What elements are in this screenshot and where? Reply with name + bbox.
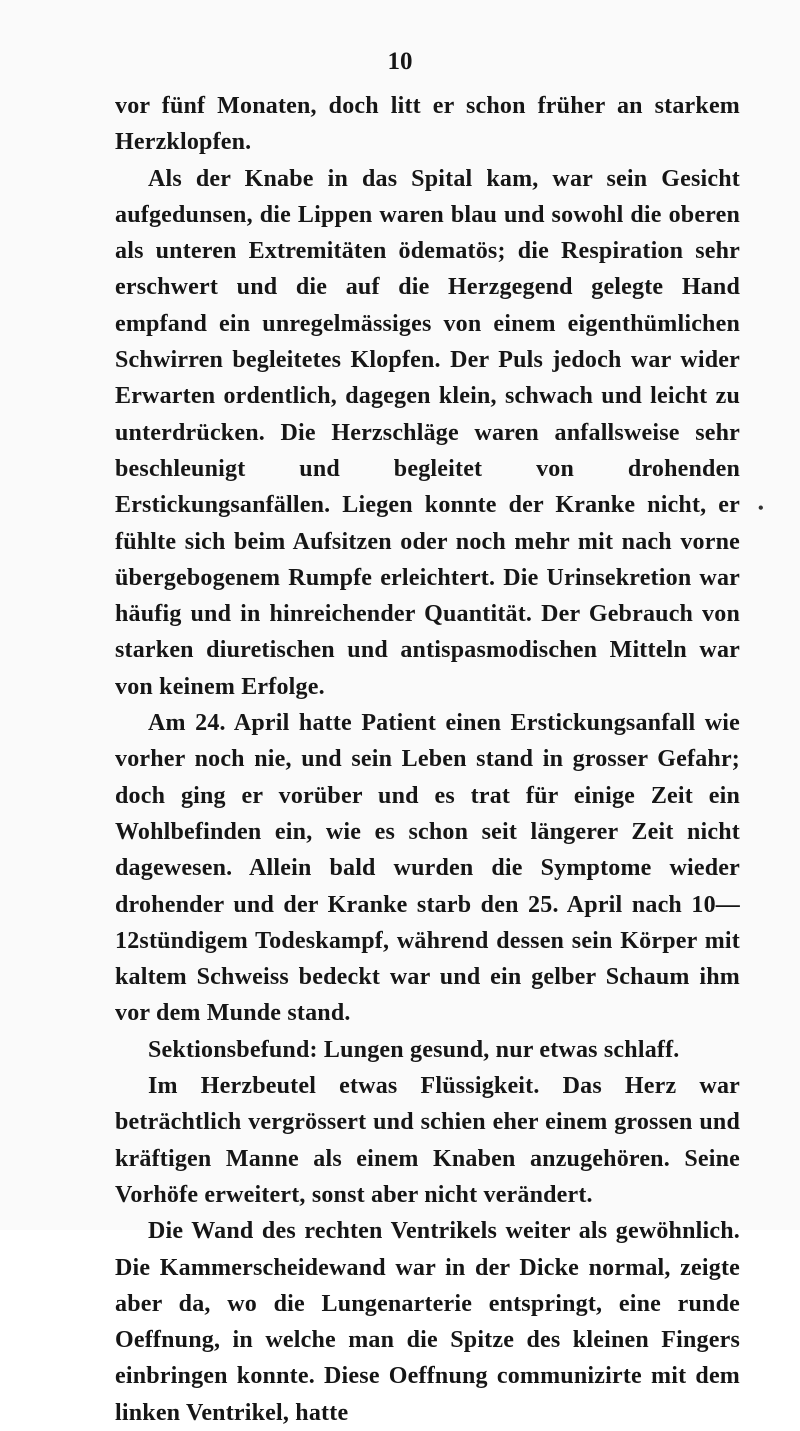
page-number: 10: [387, 48, 413, 75]
paragraph-continuation: vor fünf Monaten, doch litt er schon früher an starkem Herzklopfen.: [115, 93, 740, 156]
body-text: [115, 88, 740, 1431]
paragraph-april-attack: Am 24. April hatte Patient einen Erstickungsanfall wie vorher noch nie, und sein Leben stand in grosser Gefahr; doch ging er vorüber und es trat für einige Zeit ein Wohlbefinden ein, wie es schon seit längerer Zeit nicht dagewesen. Allein bald wurden die Symptome wieder drohender und der Kranke starb den 25. April nach 10—12stündigem Todeskampf, während dessen sein Körper mit kaltem Schweiss bedeckt war und ein gelber Schaum ihm vor dem Munde stand.: [115, 710, 740, 1027]
margin-speck: •: [758, 500, 764, 517]
paragraph-autopsy-lungs: Sektionsbefund: Lungen gesund, nur etwas schlaff.: [148, 1036, 680, 1063]
paragraph-ventricle: Die Wand des rechten Ventrikels weiter als gewöhnlich. Die Kammerscheidewand war in der Dicke normal, zeigte aber da, wo die Lungenarterie entspringt, eine runde Oeffnung, in welche man die Spitze des kleinen Fingers einbringen konnte. Diese Oeffnung communizirte mit dem linken Ventrikel, hatte: [115, 1218, 740, 1426]
paragraph-admission-symptoms: Als der Knabe in das Spital kam, war sein Gesicht aufgedunsen, die Lippen waren blau und sowohl die oberen als unteren Extremitäten ödematös; die Respiration sehr erschwert und die auf die Herzgegend gelegte Hand empfand ein unregelmässiges von einem eigenthümlichen Schwirren begleitetes Klopfen. Der Puls jedoch war wider Erwarten ordentlich, dagegen klein, schwach und leicht zu unterdrücken. Die Herzschläge waren anfallsweise sehr beschleunigt und begleitet von drohenden Erstickungsanfällen. Liegen konnte der Kranke nicht, er fühlte sich beim Aufsitzen oder noch mehr mit nach vorne übergebogenem Rumpfe erleichtert. Die Urinsekretion war häufig und in hinreichender Quantität. Der Gebrauch von starken diuretischen und antispasmodischen Mitteln war von keinem Erfolge.: [115, 165, 740, 700]
paragraph-heart: Im Herzbeutel etwas Flüssigkeit. Das Herz war beträchtlich vergrössert und schien eher einem grossen und kräftigen Manne als einem Knaben anzugehören. Seine Vorhöfe erweitert, sonst aber nicht verändert.: [115, 1073, 740, 1208]
